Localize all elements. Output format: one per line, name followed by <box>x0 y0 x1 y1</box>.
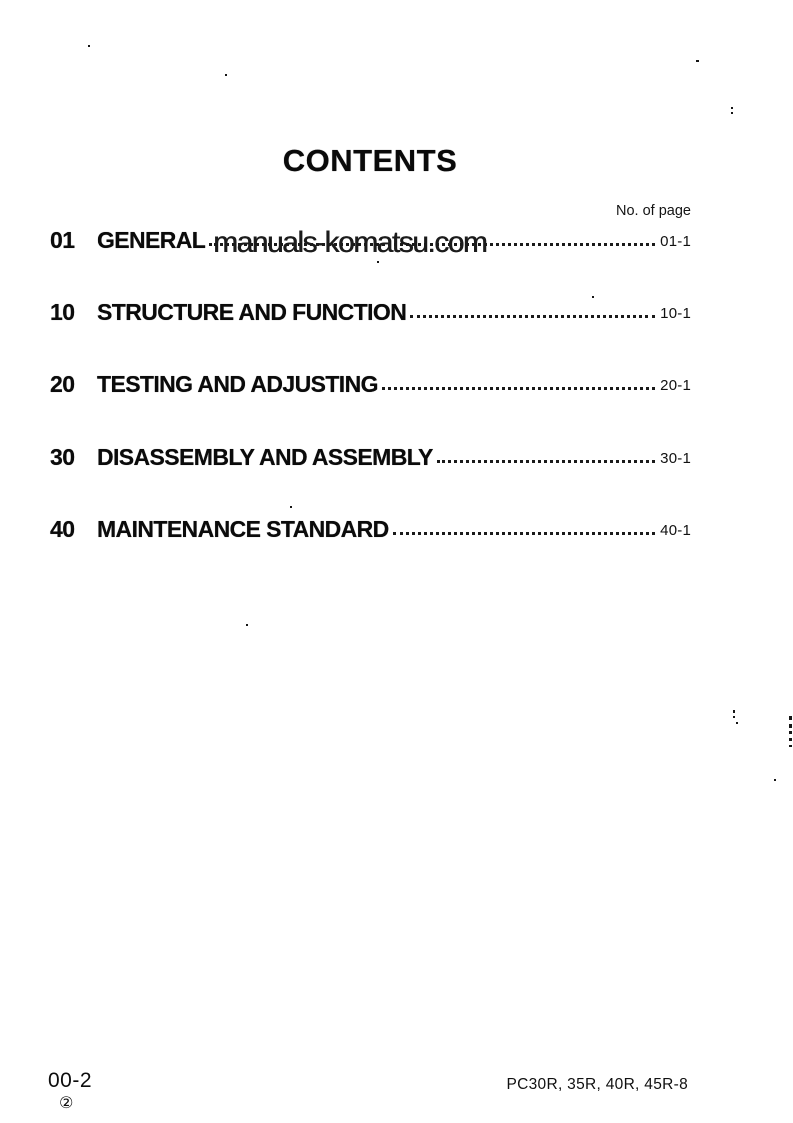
footer-page-number: 00-2 <box>48 1069 93 1092</box>
section-title: GENERAL <box>97 227 206 253</box>
page-title: CONTENTS <box>282 142 458 178</box>
scan-speckle <box>592 296 594 298</box>
scan-speckle <box>733 710 735 713</box>
section-title: MAINTENANCE STANDARD <box>97 516 389 542</box>
section-page: 10-1 <box>660 305 691 322</box>
scan-speckle <box>377 261 379 263</box>
scan-edge-mark <box>789 738 792 741</box>
dot-leader <box>437 460 655 463</box>
scan-edge-mark <box>789 745 792 747</box>
scan-speckle <box>88 45 90 47</box>
section-number: 20 <box>50 371 75 397</box>
scan-speckle <box>225 74 227 76</box>
section-page: 01-1 <box>660 233 691 250</box>
dot-leader <box>393 532 655 535</box>
footer-revision-mark: ② <box>59 1095 74 1112</box>
scan-speckle <box>731 107 733 109</box>
toc-row-disassembly-and-assembly <box>50 444 691 470</box>
section-number: 40 <box>50 516 75 542</box>
section-page: 30-1 <box>660 450 691 467</box>
scan-speckle <box>731 112 733 114</box>
footer-model-list: PC30R, 35R, 40R, 45R-8 <box>506 1076 688 1093</box>
section-number: 01 <box>50 227 75 253</box>
scan-edge-mark <box>789 731 792 734</box>
section-page: 20-1 <box>660 377 691 394</box>
site-watermark: manuals-komatsu.com <box>213 226 487 259</box>
dot-leader <box>410 315 655 318</box>
scan-edge-mark <box>789 724 792 728</box>
section-title: TESTING AND ADJUSTING <box>97 371 378 397</box>
scan-speckle <box>696 60 699 62</box>
dot-leader <box>382 387 655 390</box>
scan-speckle <box>733 716 735 718</box>
scan-speckle <box>736 722 738 724</box>
section-title: DISASSEMBLY AND ASSEMBLY <box>97 444 433 470</box>
section-page: 40-1 <box>660 522 691 539</box>
scan-edge-mark <box>789 716 792 720</box>
section-number: 10 <box>50 299 75 325</box>
toc-row-maintenance-standard <box>50 516 691 542</box>
page-number-column-header: No. of page <box>616 203 691 219</box>
toc-row-testing-and-adjusting <box>50 371 691 397</box>
scan-speckle <box>290 506 292 508</box>
scan-speckle <box>246 624 248 626</box>
toc-row-structure-and-function <box>50 299 691 325</box>
section-title: STRUCTURE AND FUNCTION <box>97 299 407 325</box>
section-number: 30 <box>50 444 75 470</box>
scan-speckle <box>774 779 776 781</box>
